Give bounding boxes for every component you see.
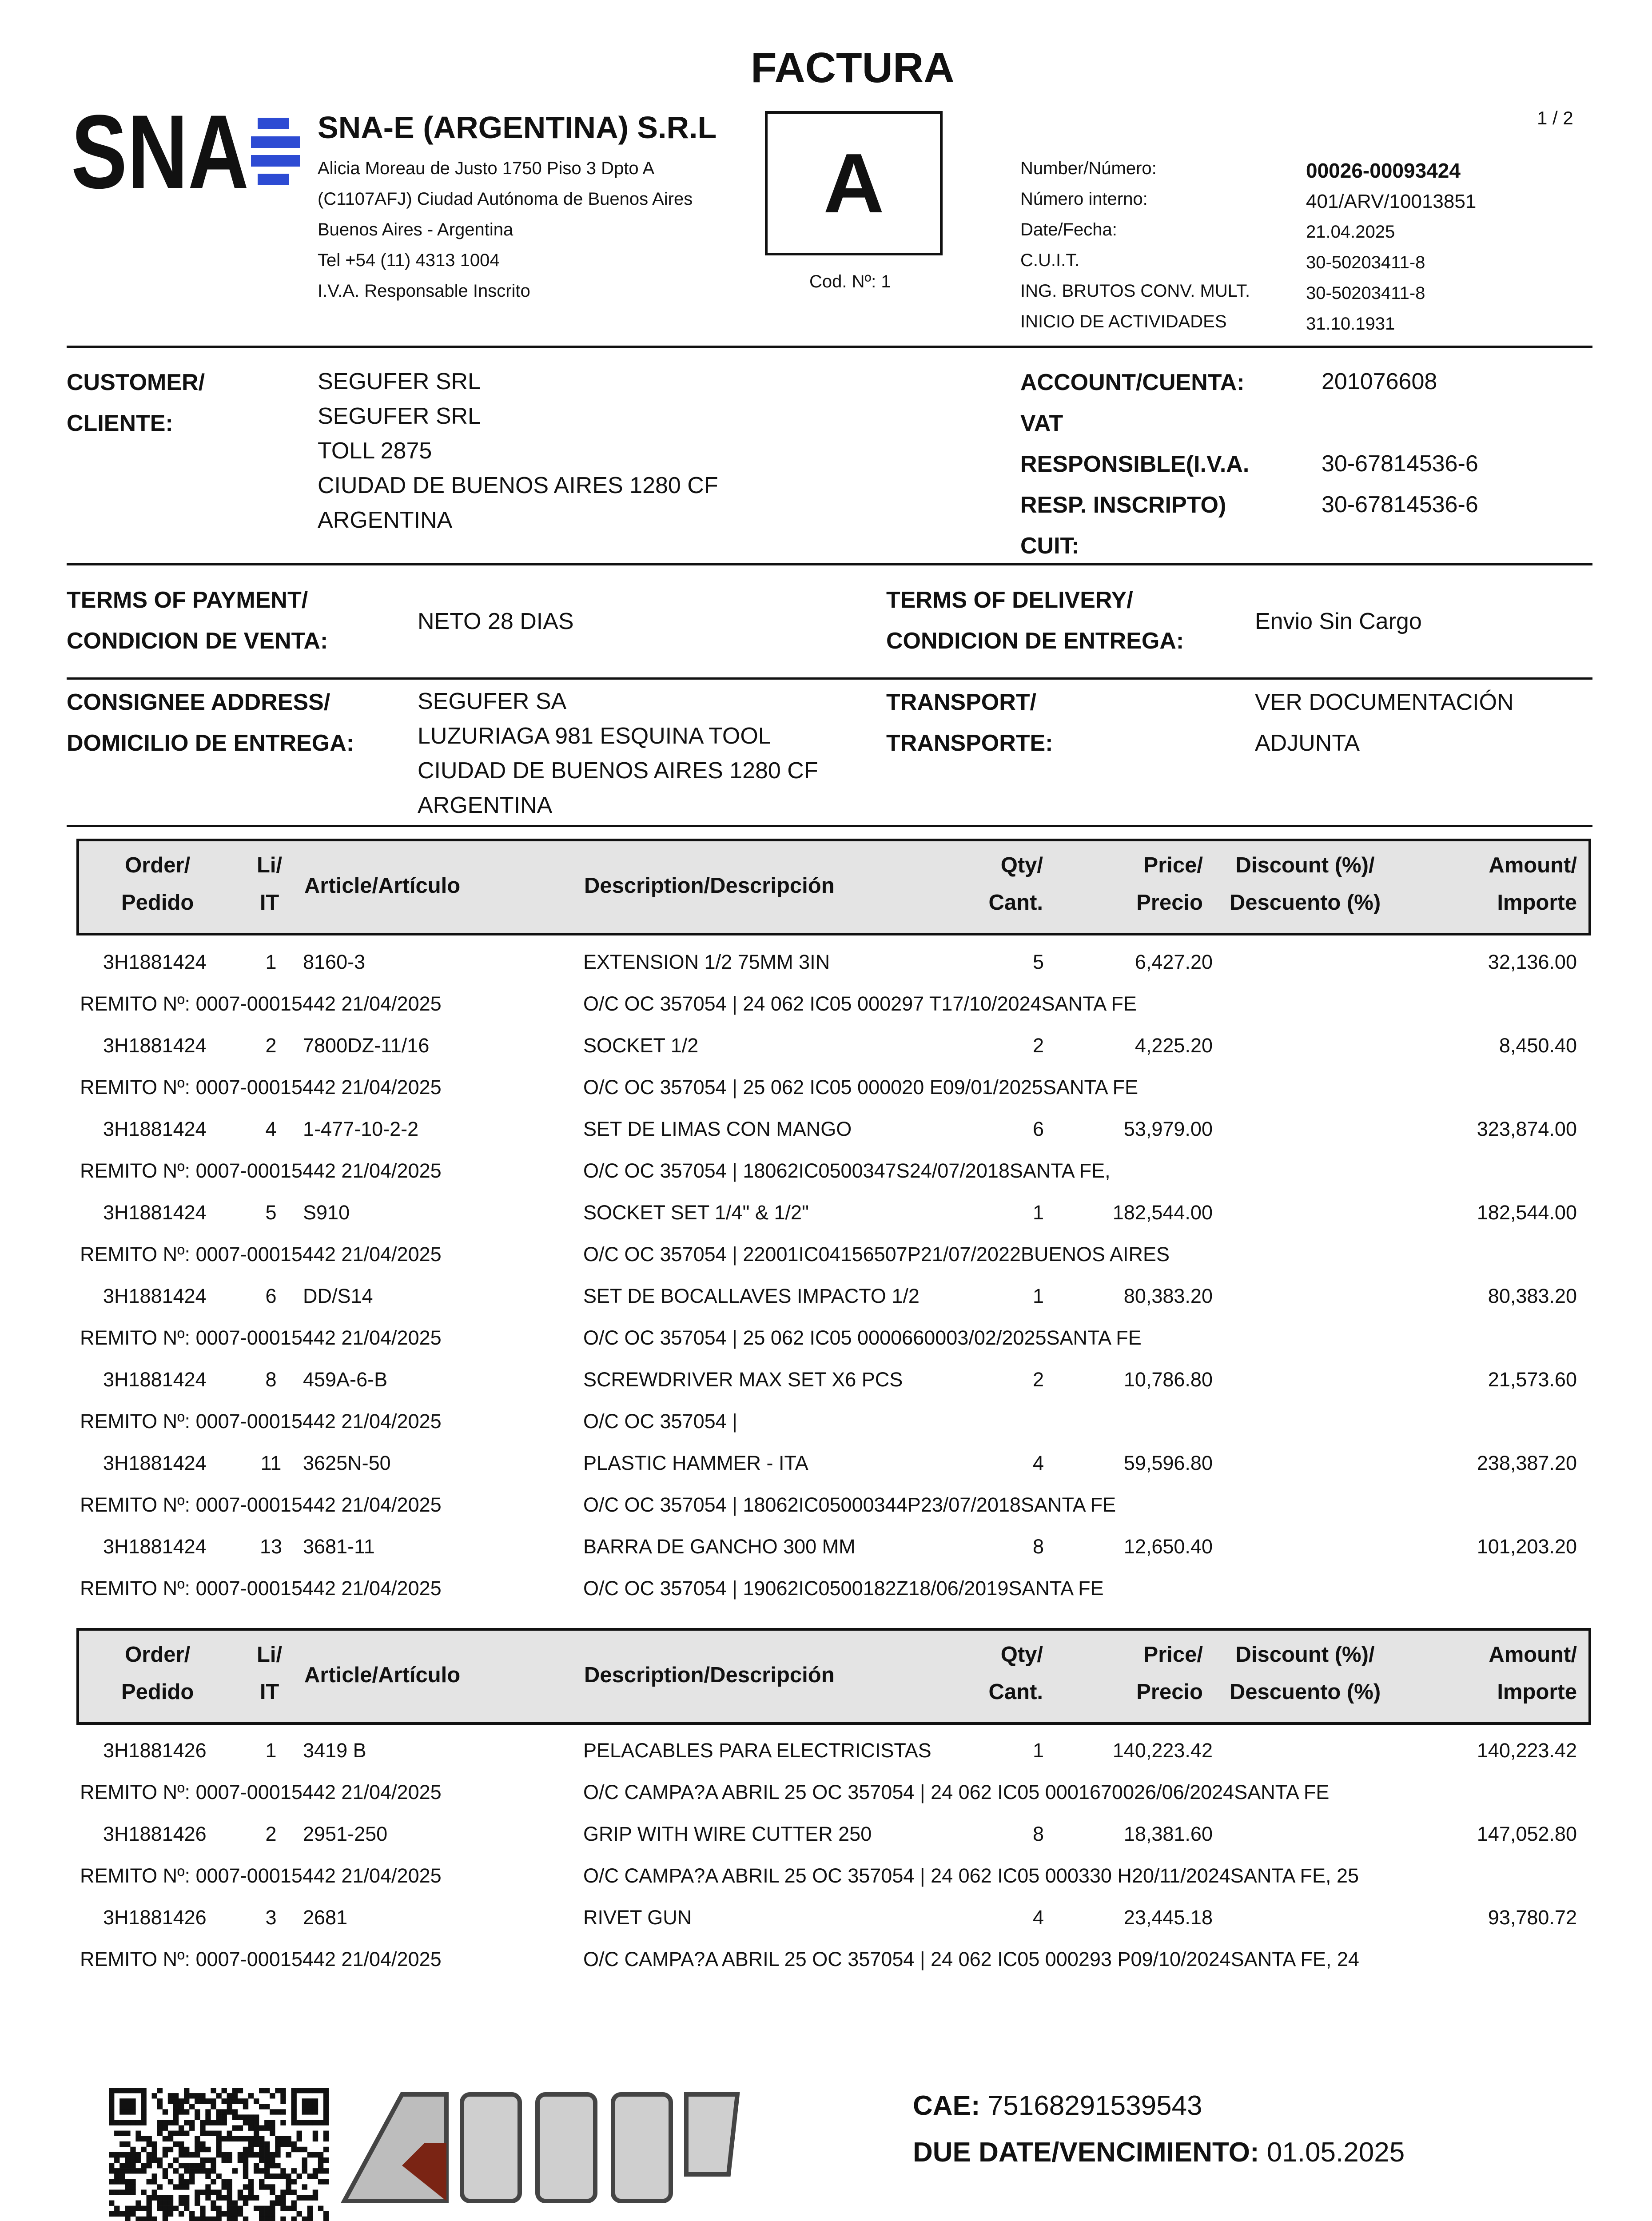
price-cell: 140,223.42 [1112,1739,1213,1762]
payment-label-line: CONDICION DE VENTA: [67,628,328,654]
customer-line: SEGUFER SRL [318,403,481,429]
price-cell: 53,979.00 [1123,1118,1213,1140]
delivery-value: Envio Sin Cargo [1255,609,1422,634]
info-label: ING. BRUTOS CONV. MULT. [1020,281,1250,301]
purchase-order-cell: O/C OC 357054 | 25 062 IC05 000020 E09/01/2025SANTA FE [583,1076,1138,1099]
col-amount [1456,847,1577,921]
amount-cell: 101,203.20 [1477,1535,1577,1558]
customer-line: SEGUFER SRL [318,369,481,394]
info-label: Número interno: [1020,189,1148,209]
customer-line: ARGENTINA [318,507,453,533]
amount-cell: 32,136.00 [1488,951,1577,973]
description-cell: PELACABLES PARA ELECTRICISTAS [583,1739,931,1762]
remito-cell: REMITO Nº: 0007-00015442 21/04/2025 [80,1326,442,1349]
order-cell: 3H1881424 [103,1201,207,1224]
price-cell: 23,445.18 [1123,1906,1213,1929]
line-item-cell: 6 [265,1285,277,1307]
purchase-order-cell: O/C CAMPA?A ABRIL 25 OC 357054 | 24 062 IC05 0001670026/06/2024SANTA FE [583,1781,1330,1803]
table-row-detail [0,1326,1652,1369]
due-label: DUE DATE/VENCIMIENTO: [913,2137,1259,2168]
document-title: FACTURA [751,44,955,92]
qty-cell: 4 [1032,1452,1044,1474]
line-item-cell: 1 [265,1739,277,1762]
amount-cell: 80,383.20 [1488,1285,1577,1307]
info-value: 401/ARV/10013851 [1306,191,1477,212]
price-cell: 80,383.20 [1123,1285,1213,1307]
description-cell: EXTENSION 1/2 75MM 3IN [583,951,830,973]
order-cell: 3H1881426 [103,1739,207,1762]
col-label: IT [259,891,279,915]
col-label: Importe [1497,1680,1577,1704]
col-label: Precio [1136,891,1203,915]
consignee-line: LUZURIAGA 981 ESQUINA TOOL [418,723,771,749]
qty-cell: 6 [1032,1118,1044,1140]
account-label: CUIT: [1020,533,1079,559]
col-label: Pedido [121,891,194,915]
table-row-detail [0,1864,1652,1907]
col-label: Qty/ [1000,853,1043,877]
account-label: RESP. INSCRIPTO) [1020,492,1226,518]
address-line: Buenos Aires - Argentina [318,220,514,239]
cae-value: 75168291539543 [987,2090,1202,2121]
remito-cell: REMITO Nº: 0007-00015442 21/04/2025 [80,1864,442,1887]
table-row-detail [0,1493,1652,1536]
due-date [913,2139,1405,2166]
col-qty [967,847,1043,921]
customer-label-line: CLIENTE: [67,410,173,436]
qty-cell: 2 [1032,1368,1044,1391]
col-article: Article/Artículo [304,1663,461,1687]
order-cell: 3H1881424 [103,1452,207,1474]
amount-cell: 238,387.20 [1477,1452,1577,1474]
order-cell: 3H1881424 [103,951,207,973]
transport-line: ADJUNTA [1255,730,1360,756]
price-cell: 4,225.20 [1135,1034,1213,1057]
transport-label [886,682,1053,764]
order-cell: 3H1881426 [103,1823,207,1845]
line-item-cell: 5 [265,1201,277,1224]
col-description: Description/Descripción [584,874,835,898]
description-cell: SET DE BOCALLAVES IMPACTO 1/2 [583,1285,920,1307]
col-label: Li/ [257,853,283,877]
amount-cell: 140,223.42 [1477,1739,1577,1762]
amount-cell: 182,544.00 [1477,1201,1577,1224]
col-order [121,847,194,921]
col-label: Cant. [988,1680,1043,1704]
table-row [0,1368,1652,1411]
col-discount [1216,1636,1394,1711]
info-label: INICIO DE ACTIVIDADES [1020,312,1227,331]
account-label: RESPONSIBLE(I.V.A. [1020,451,1250,477]
table-row [0,1535,1652,1578]
address-line: Tel +54 (11) 4313 1004 [318,251,500,270]
consignee-line: SEGUFER SA [418,689,567,714]
qty-cell: 1 [1032,1739,1044,1762]
article-cell: 3625N-50 [303,1452,391,1474]
col-label: Qty/ [1000,1643,1043,1667]
order-cell: 3H1881424 [103,1118,207,1140]
description-cell: BARRA DE GANCHO 300 MM [583,1535,856,1558]
payment-label-line: TERMS OF PAYMENT/ [67,587,308,613]
account-label: ACCOUNT/CUENTA: [1020,370,1245,395]
col-label: Descuento (%) [1229,891,1381,915]
article-cell: 1-477-10-2-2 [303,1118,419,1140]
table-row-detail [0,1410,1652,1453]
info-label: Number/Número: [1020,159,1157,178]
article-cell: 2951-250 [303,1823,388,1845]
delivery-label [886,580,1184,661]
col-label: Price/ [1143,853,1203,877]
remito-cell: REMITO Nº: 0007-00015442 21/04/2025 [80,992,442,1015]
col-label: Amount/ [1489,853,1577,877]
purchase-order-cell: O/C OC 357054 | 24 062 IC05 000297 T17/10/2024SANTA FE [583,992,1137,1015]
cae-label: CAE: [913,2090,980,2121]
amount-cell: 93,780.72 [1488,1906,1577,1929]
col-order [121,1636,194,1711]
col-label: Price/ [1143,1643,1203,1667]
col-label: IT [259,1680,279,1704]
invoice-number: 00026-00093424 [1306,159,1461,182]
purchase-order-cell: O/C CAMPA?A ABRIL 25 OC 357054 | 24 062 IC05 000330 H20/11/2024SANTA FE, 25 [583,1864,1359,1887]
vat-number: 30-67814536-6 [1322,451,1478,477]
table-row-detail [0,1076,1652,1118]
consignee-label-line: CONSIGNEE ADDRESS/ [67,689,330,715]
remito-cell: REMITO Nº: 0007-00015442 21/04/2025 [80,1159,442,1182]
col-line-item [257,847,282,921]
article-cell: 7800DZ-11/16 [303,1034,430,1057]
consignee-line: CIUDAD DE BUENOS AIRES 1280 CF [418,758,818,784]
payment-value: NETO 28 DIAS [418,609,574,634]
col-discount [1216,847,1394,921]
price-cell: 18,381.60 [1123,1823,1213,1845]
col-qty [967,1636,1043,1711]
price-cell: 182,544.00 [1112,1201,1213,1224]
transport-line: VER DOCUMENTACIÓN [1255,689,1514,715]
table-row [0,1118,1652,1160]
col-label: Pedido [121,1680,194,1704]
col-label: Descuento (%) [1229,1680,1381,1704]
line-item-cell: 1 [265,951,277,973]
company-address [318,153,693,306]
info-value: 21.04.2025 [1306,222,1395,242]
line-item-cell: 13 [259,1535,283,1558]
table-row [0,1452,1652,1494]
table-row-detail [0,992,1652,1035]
order-cell: 3H1881426 [103,1906,207,1929]
info-value: 30-50203411-8 [1306,283,1425,303]
account-labels [1020,362,1249,566]
order-cell: 3H1881424 [103,1285,207,1307]
invoice-info-values [1306,155,1476,339]
invoice-info-labels [1020,153,1250,337]
cae [913,2092,1202,2120]
table-header [76,839,1591,935]
purchase-order-cell: O/C OC 357054 | [583,1410,737,1433]
remito-cell: REMITO Nº: 0007-00015442 21/04/2025 [80,1243,442,1266]
purchase-order-cell: O/C OC 357054 | 19062IC0500182Z18/06/2019SANTA FE [583,1577,1104,1600]
description-cell: PLASTIC HAMMER - ITA [583,1452,808,1474]
table-row [0,1034,1652,1077]
page-indicator: 1 / 2 [1537,107,1573,128]
consignee-block [418,684,818,823]
invoice-type-letter: A [823,136,884,231]
address-line: (C1107AFJ) Ciudad Autónoma de Buenos Aires [318,189,693,209]
customer-label-line: CUSTOMER/ [67,370,205,395]
remito-cell: REMITO Nº: 0007-00015442 21/04/2025 [80,1948,442,1970]
col-label: Discount (%)/ [1235,853,1375,877]
col-label: Order/ [125,1643,191,1667]
purchase-order-cell: O/C CAMPA?A ABRIL 25 OC 357054 | 24 062 IC05 000293 P09/10/2024SANTA FE, 24 [583,1948,1359,1970]
company-logo [71,109,307,198]
account-label: VAT [1020,410,1063,436]
qty-cell: 1 [1032,1285,1044,1307]
table-header [76,1628,1591,1725]
remito-cell: REMITO Nº: 0007-00015442 21/04/2025 [80,1493,442,1516]
line-item-cell: 11 [260,1452,282,1474]
table-row [0,1739,1652,1782]
account-number: 201076608 [1322,369,1437,394]
line-item-cell: 2 [265,1034,277,1057]
description-cell: SET DE LIMAS CON MANGO [583,1118,852,1140]
col-price [1101,1636,1203,1711]
col-amount [1456,1636,1577,1711]
description-cell: SOCKET SET 1/4" & 1/2" [583,1201,809,1224]
consignee-line: ARGENTINA [418,792,553,818]
order-cell: 3H1881424 [103,1368,207,1391]
price-cell: 59,596.80 [1123,1452,1213,1474]
description-cell: SOCKET 1/2 [583,1034,699,1057]
payment-label [67,580,328,661]
col-label: Order/ [125,853,191,877]
table-row [0,951,1652,993]
purchase-order-cell: O/C OC 357054 | 18062IC05000344P23/07/2018SANTA FE [583,1493,1116,1516]
article-cell: 3419 B [303,1739,366,1762]
line-item-cell: 2 [265,1823,277,1845]
transport-value [1255,682,1514,764]
qty-cell: 8 [1032,1535,1044,1558]
table-row [0,1906,1652,1949]
logo-text: SNA [71,109,249,198]
due-value: 01.05.2025 [1266,2137,1405,2168]
table-row-detail [0,1781,1652,1823]
order-cell: 3H1881424 [103,1535,207,1558]
line-item-cell: 3 [265,1906,277,1929]
table-row-detail [0,1577,1652,1620]
qty-cell: 5 [1032,951,1044,973]
divider [67,825,1592,827]
address-line: I.V.A. Responsable Inscrito [318,281,530,301]
customer-line: TOLL 2875 [318,438,432,464]
description-cell: SCREWDRIVER MAX SET X6 PCS [583,1368,903,1391]
purchase-order-cell: O/C OC 357054 | 25 062 IC05 0000660003/02/2025SANTA FE [583,1326,1142,1349]
price-cell: 10,786.80 [1123,1368,1213,1391]
col-label: Importe [1497,891,1577,915]
amount-cell: 21,573.60 [1488,1368,1577,1391]
price-cell: 6,427.20 [1135,951,1213,973]
purchase-order-cell: O/C OC 357054 | 22001IC04156507P21/07/2022BUENOS AIRES [583,1243,1170,1266]
address-line: Alicia Moreau de Justo 1750 Piso 3 Dpto A [318,159,655,178]
line-item-cell: 8 [265,1368,277,1391]
invoice-type-box [765,111,943,255]
info-label: Date/Fecha: [1020,220,1117,239]
invoice-type-code: Cod. Nº: 1 [809,272,891,291]
table-row-detail [0,1159,1652,1202]
table-row-detail [0,1948,1652,1990]
info-label: C.U.I.T. [1020,251,1080,270]
col-label: Amount/ [1489,1643,1577,1667]
transport-label-line: TRANSPORTE: [886,730,1053,756]
delivery-label-line: CONDICION DE ENTREGA: [886,628,1184,654]
qty-cell: 1 [1032,1201,1044,1224]
article-cell: 3681-11 [303,1535,375,1558]
line-item-cell: 4 [265,1118,277,1140]
consignee-label-line: DOMICILIO DE ENTREGA: [67,730,354,756]
col-label: Li/ [257,1643,283,1667]
afip-logo [335,2086,753,2210]
qr-code [109,2088,329,2221]
customer-line: CIUDAD DE BUENOS AIRES 1280 CF [318,473,718,498]
table-row [0,1823,1652,1865]
delivery-label-line: TERMS OF DELIVERY/ [886,587,1133,613]
qty-cell: 4 [1032,1906,1044,1929]
col-label: Precio [1136,1680,1203,1704]
article-cell: 459A-6-B [303,1368,388,1391]
article-cell: 2681 [303,1906,348,1929]
info-value: 31.10.1931 [1306,314,1395,334]
article-cell: 8160-3 [303,951,366,973]
amount-cell: 147,052.80 [1477,1823,1577,1845]
description-cell: GRIP WITH WIRE CUTTER 250 [583,1823,872,1845]
customer-block [318,364,718,537]
qty-cell: 8 [1032,1823,1044,1845]
divider [67,346,1592,348]
table-row-detail [0,1243,1652,1286]
remito-cell: REMITO Nº: 0007-00015442 21/04/2025 [80,1076,442,1099]
consignee-label [67,682,354,764]
col-price [1101,847,1203,921]
order-cell: 3H1881424 [103,1034,207,1057]
col-label: Cant. [988,891,1043,915]
info-value: 30-50203411-8 [1306,253,1425,272]
article-cell: S910 [303,1201,350,1224]
remito-cell: REMITO Nº: 0007-00015442 21/04/2025 [80,1781,442,1803]
company-name: SNA-E (ARGENTINA) S.R.L [318,110,717,145]
transport-label-line: TRANSPORT/ [886,689,1036,715]
remito-cell: REMITO Nº: 0007-00015442 21/04/2025 [80,1410,442,1433]
col-description: Description/Descripción [584,1663,835,1687]
price-cell: 12,650.40 [1123,1535,1213,1558]
table-row [0,1285,1652,1327]
amount-cell: 323,874.00 [1477,1118,1577,1140]
amount-cell: 8,450.40 [1499,1034,1577,1057]
vat-number: 30-67814536-6 [1322,492,1478,517]
col-label: Discount (%)/ [1235,1643,1375,1667]
description-cell: RIVET GUN [583,1906,692,1929]
article-cell: DD/S14 [303,1285,373,1307]
qty-cell: 2 [1032,1034,1044,1057]
col-article: Article/Artículo [304,874,461,898]
purchase-order-cell: O/C OC 357054 | 18062IC0500347S24/07/2018SANTA FE, [583,1159,1111,1182]
table-row [0,1201,1652,1244]
customer-label [67,362,205,444]
col-line-item [257,1636,282,1711]
divider [67,677,1592,680]
remito-cell: REMITO Nº: 0007-00015442 21/04/2025 [80,1577,442,1600]
divider [67,563,1592,565]
